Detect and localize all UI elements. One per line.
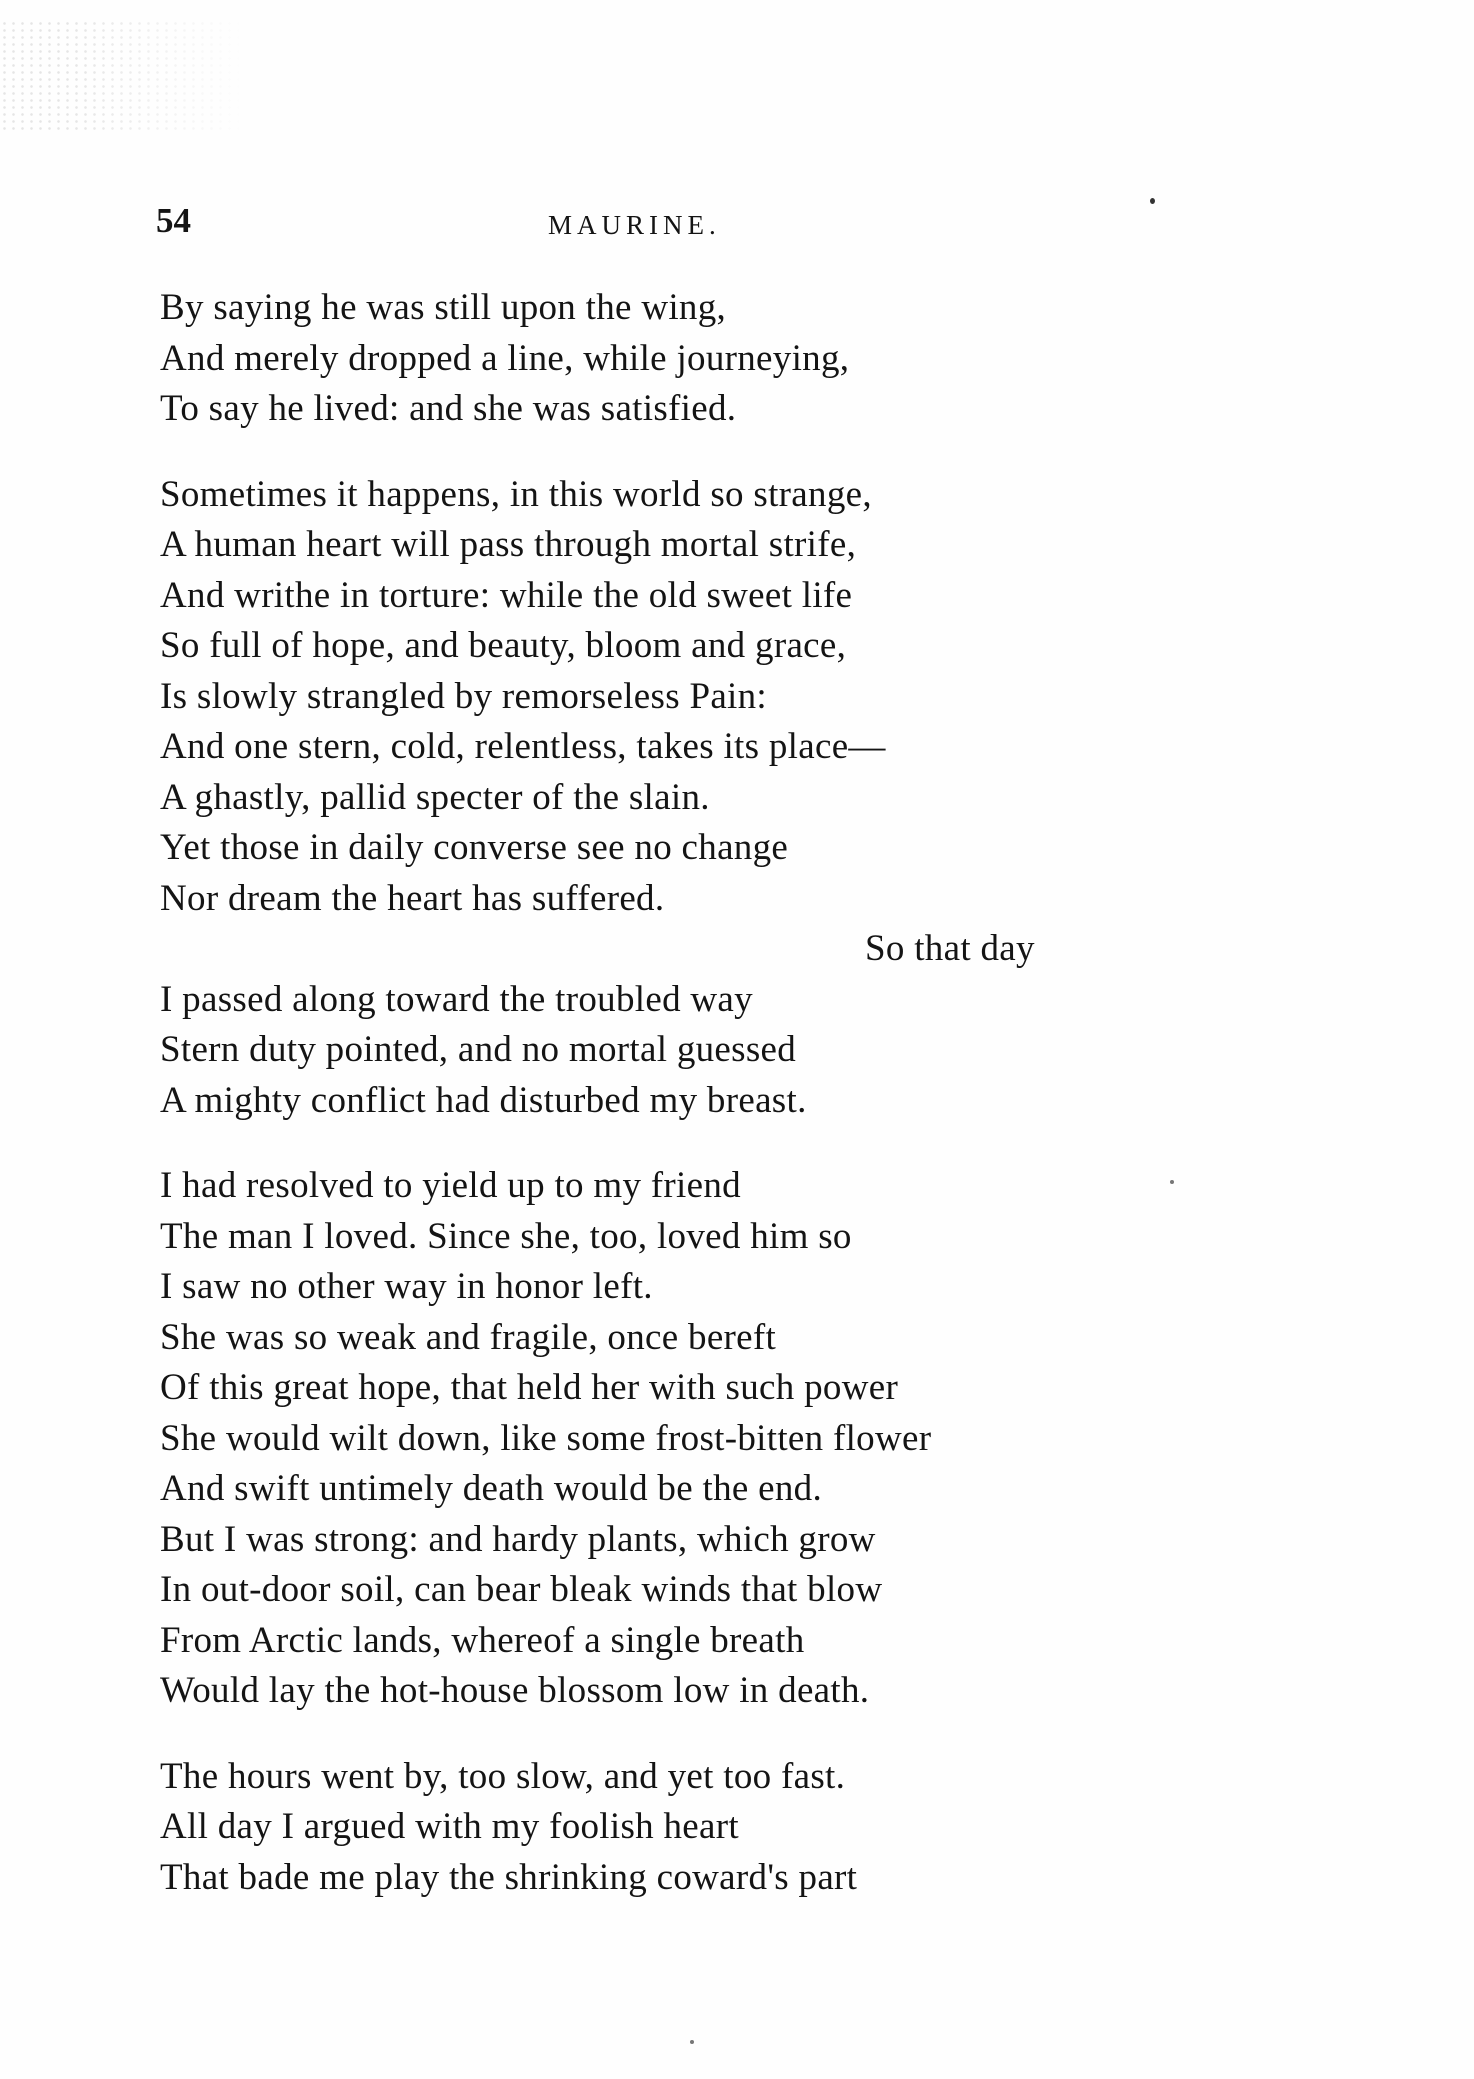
ink-spot [1150, 198, 1155, 204]
scan-speckle [0, 20, 250, 130]
verse-line: The man I loved. Since she, too, loved him so [160, 1215, 852, 1257]
verse-line: That bade me play the shrinking coward's part [160, 1856, 858, 1898]
verse-line: She was so weak and fragile, once bereft [160, 1316, 777, 1358]
verse-line: All day I argued with my foolish heart [160, 1806, 739, 1847]
verse-line: I had resolved to yield up to my friend [160, 1165, 741, 1206]
verse-line: A ghastly, pallid specter of the slain. [160, 776, 710, 818]
stanza [160, 470, 1360, 1127]
verse-line: Nor dream the heart has suffered. [160, 877, 665, 919]
verse-line: From Arctic lands, whereof a single breath [160, 1619, 805, 1661]
verse-line: And swift untimely death would be the end. [160, 1468, 823, 1509]
stanza [160, 1161, 1360, 1717]
verse-line: The hours went by, too slow, and yet too fast. [160, 1755, 846, 1797]
verse-line: Stern duty pointed, and no mortal guessed [160, 1029, 797, 1070]
verse-line: And one stern, cold, relentless, takes its place— [160, 726, 886, 767]
verse-line: I saw no other way in honor left. [160, 1266, 653, 1307]
verse-line: And merely dropped a line, while journeying, [160, 337, 850, 379]
verse-line: To say he lived: and she was satisfied. [160, 388, 737, 429]
verse-line: And writhe in torture: while the old sweet life [160, 574, 853, 616]
verse-line: A mighty conflict had disturbed my breast. [160, 1079, 807, 1121]
verse-line: A human heart will pass through mortal strife, [160, 524, 857, 565]
verse-line: By saying he was still upon the wing, [160, 287, 727, 328]
running-title: MAURINE. [548, 210, 721, 240]
verse-line: But I was strong: and hardy plants, which grow [160, 1518, 876, 1560]
ink-spot [690, 2040, 694, 2044]
verse-line: Would lay the hot-house blossom low in death. [160, 1670, 870, 1711]
verse-line: Is slowly strangled by remorseless Pain: [160, 675, 767, 717]
verse-line: She would wilt down, like some frost-bitten flower [160, 1417, 932, 1459]
stanza [160, 283, 1360, 435]
poem-text [160, 283, 1360, 1938]
verse-line: Yet those in daily converse see no change [160, 827, 789, 868]
verse-line: In out-door soil, can bear bleak winds that blow [160, 1569, 883, 1610]
stanza [160, 1752, 1360, 1904]
verse-line: Of this great hope, that held her with such power [160, 1367, 899, 1408]
page-number: 54 [156, 201, 191, 240]
verse-line: So full of hope, and beauty, bloom and grace, [160, 625, 847, 666]
verse-line: I passed along toward the troubled way [160, 978, 753, 1020]
verse-line-indented: So that day [865, 928, 1035, 969]
verse-line: Sometimes it happens, in this world so strange, [160, 473, 872, 515]
